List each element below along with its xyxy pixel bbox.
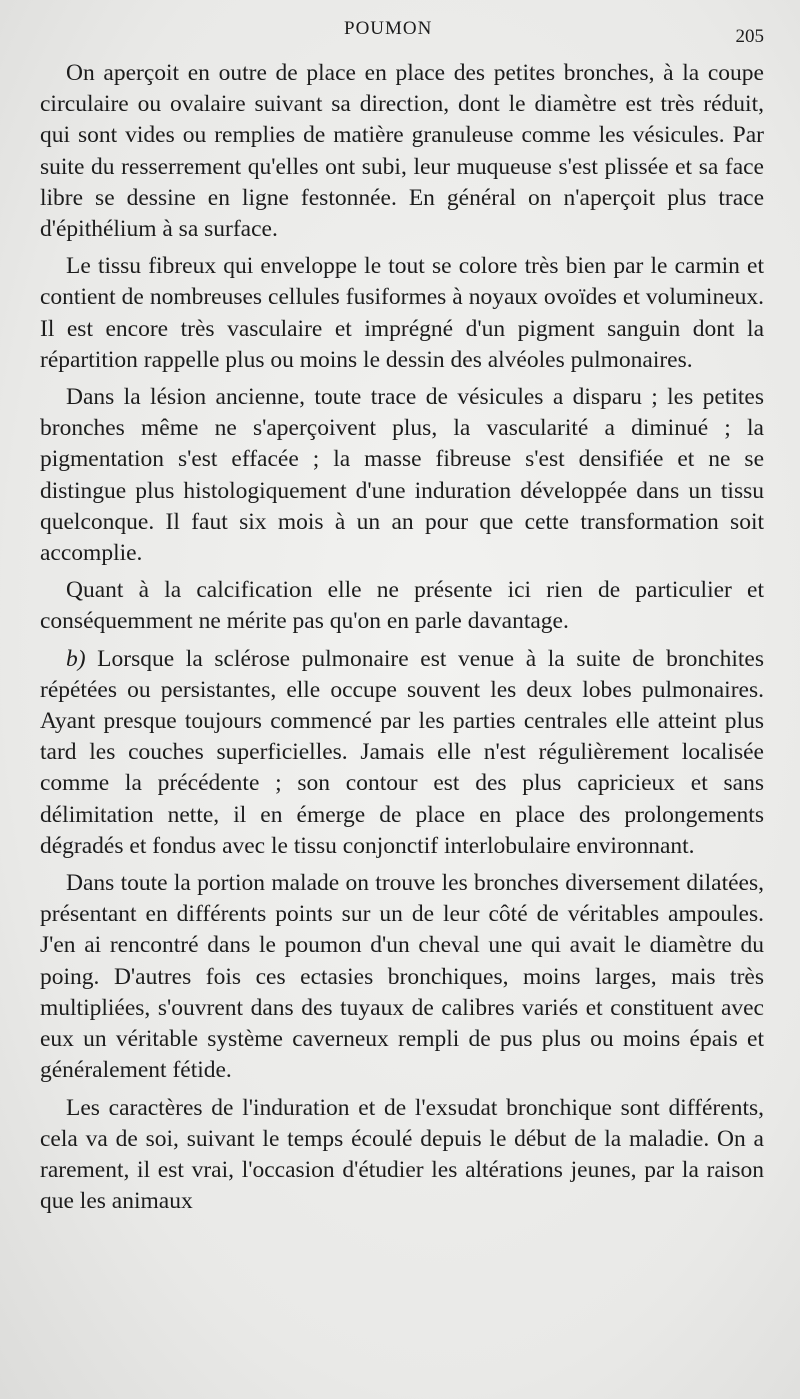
item-b-label: b) [66,645,86,672]
paragraph-small-bronchi: On aperçoit en outre de place en place des petites bronches, à la coupe circulaire ou ovalaire suivant sa direction, dont le diamètre est très réduit, qui sont vides ou remplies de matière granuleuse comme les vésicules. Par suite du resserrement qu'elles ont subi, leur muqueuse s'est plissée et sa face libre se dessine en ligne festonnée. En général on n'aperçoit plus trace d'épithélium à sa surface. [40,60,764,243]
paragraph-dilated-bronchi: Dans toute la portion malade on trouve les bronches diversement dilatées, présentant en différents points sur un de leur côté de véritables ampoules. J'en ai rencontré dans le poumon d'un cheval une qui avait le diamètre du poing. D'autres fois ces ectasies bronchiques, moins larges, mais très multipliées, s'ouvrent dans des tuyaux de calibres variés et constituent avec eux un véritable système caverneux rempli de pus plus ou moins épais et généralement fétide. [40,870,764,1084]
running-title: POUMON [344,18,433,39]
paragraph-calcification: Quant à la calcification elle ne présente ici rien de particulier et conséquemment ne mérite pas qu'on en parle davantage. [40,577,764,635]
page-number: 205 [735,26,764,47]
body-text [40,58,764,1223]
running-head [0,18,800,48]
paragraph-induration-characters: Les caractères de l'induration et de l'exsudat bronchique sont différents, cela va de soi, suivant le temps écoulé depuis le début de la maladie. On a rarement, il est vrai, l'occasion d'étudier les altérations jeunes, par la raison que les animaux [40,1094,764,1215]
paragraph-fibrous-tissue: Le tissu fibreux qui enveloppe le tout se colore très bien par le carmin et contient de nombreuses cellules fusiformes à noyaux ovoïdes et volumineux. Il est encore très vasculaire et imprégné d'un pigment sanguin dont la répartition rappelle plus ou moins le dessin des alvéoles pulmonaires. [40,253,764,373]
item-b-text: Lorsque la sclérose pulmonaire est venue à la suite de bronchites répétées ou persistantes, elle occupe souvent les deux lobes pulmonaires. Ayant presque toujours commencé par les parties centrales elle atteint plus tard les couches superficielles. Jamais elle n'est régulièrement localisée comme la précédente ; son contour est des plus capricieux et sans délimitation nette, il en émerge de place en place des prolongements dégradés et fondus avec le tissu conjonctif interlobulaire environnant. [40,645,764,859]
paragraph-item-b [40,644,764,862]
paragraph-old-lesion: Dans la lésion ancienne, toute trace de vésicules a disparu ; les petites bronches même ne s'aperçoivent plus, la vascularité a diminué ; la pigmentation s'est effacée ; la masse fibreuse s'est densifiée et ne se distingue plus histologiquement d'une induration développée dans un tissu quelconque. Il faut six mois à un an pour que cette transformation soit accomplie. [40,384,764,567]
